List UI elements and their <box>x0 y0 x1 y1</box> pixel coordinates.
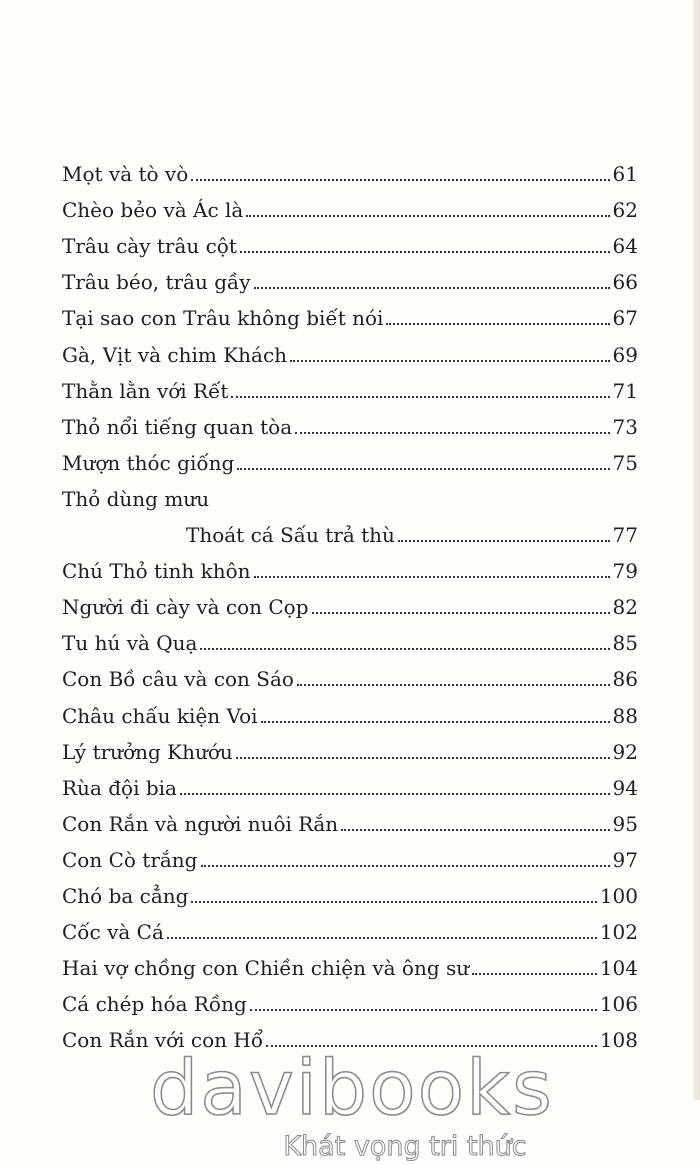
toc-entry-title: Con Bồ câu và con Sáo <box>62 667 294 692</box>
toc-entry-page: 85 <box>612 631 638 656</box>
toc-entry-title: Cốc và Cá <box>62 920 164 945</box>
toc-entry-title: Con Cò trắng <box>62 847 198 872</box>
toc-entry <box>62 908 638 944</box>
dot-leader <box>254 287 610 289</box>
toc-entry <box>62 294 638 330</box>
toc-entry <box>62 186 638 222</box>
watermark-brand: davibooks <box>150 1043 554 1132</box>
dot-leader <box>180 793 610 795</box>
toc-entry-title: Mọt và tò vò <box>62 162 189 187</box>
toc-entry-page: 71 <box>612 378 638 403</box>
toc-entry-title: Thỏ nổi tiếng quan tòa <box>62 414 293 439</box>
toc-entry-title: Trâu cày trâu cột <box>62 234 237 259</box>
toc-entry-page: 92 <box>612 739 638 764</box>
dot-leader <box>297 684 610 686</box>
watermark <box>0 1040 700 1165</box>
toc-entry-page: 73 <box>612 414 638 439</box>
toc-entry <box>62 367 638 403</box>
toc-entry-title: Chú Thỏ tinh khôn <box>62 559 251 584</box>
toc-entry <box>62 222 638 258</box>
toc-entry <box>62 150 638 186</box>
toc-entry <box>62 511 638 547</box>
toc-entry-title: Thỏ dùng mưu <box>62 486 210 511</box>
page-edge-shadow <box>693 0 700 1100</box>
toc-entry <box>62 583 638 619</box>
toc-entry-page: 79 <box>612 559 638 584</box>
toc-entry-page: 67 <box>612 306 638 331</box>
toc-entry-page: 86 <box>612 667 638 692</box>
toc-entry-page: 61 <box>612 162 638 187</box>
toc-entry-title: Chó ba cẳng <box>62 883 189 908</box>
dot-leader <box>472 973 597 975</box>
watermark-tagline: Khát vọng tri thức <box>283 1131 527 1162</box>
toc-entry-title: Mượn thóc giống <box>62 450 235 475</box>
toc-entry <box>62 728 638 764</box>
toc-entry-page: 104 <box>599 956 638 981</box>
dot-leader <box>250 1009 597 1011</box>
toc-entry-title: Chèo bẻo và Ác là <box>62 198 244 223</box>
toc-entry-page: 88 <box>612 703 638 728</box>
toc-entry <box>62 980 638 1016</box>
toc-entry <box>62 403 638 439</box>
dot-leader <box>167 937 597 939</box>
toc-entry <box>62 836 638 872</box>
toc-entry-title: Thằn lằn với Rết <box>62 378 229 403</box>
toc-entry-page: 94 <box>612 775 638 800</box>
toc-entry <box>62 439 638 475</box>
dot-leader <box>237 468 609 470</box>
toc-entry-title: Lý trưởng Khướu <box>62 739 233 764</box>
dot-leader <box>236 757 610 759</box>
toc-entry-page: 62 <box>612 198 638 223</box>
toc-entry <box>62 258 638 294</box>
toc-entry-page: 106 <box>599 992 638 1017</box>
dot-leader <box>398 540 610 542</box>
toc-entry-page: 77 <box>612 523 638 548</box>
dot-leader <box>386 323 609 325</box>
toc-entry-title: Tu hú và Quạ <box>62 631 198 656</box>
toc-entry-page: 69 <box>612 342 638 367</box>
toc-entry-title: Rùa đội bia <box>62 775 177 800</box>
toc-entry-page: 95 <box>612 811 638 836</box>
toc-entry-page: 100 <box>599 883 638 908</box>
dot-leader <box>341 829 609 831</box>
dot-leader <box>295 432 609 434</box>
toc-entry-title: Trâu béo, trâu gầy <box>62 270 251 295</box>
toc-entry-title: Châu chấu kiện Voi <box>62 703 258 728</box>
toc-entry-page: 97 <box>612 847 638 872</box>
dot-leader <box>201 865 610 867</box>
toc-entry-title: Gà, Vịt và chim Khách <box>62 342 288 367</box>
toc-entry-title: Thoát cá Sấu trả thù <box>186 523 395 548</box>
toc-entry-page: 108 <box>599 1028 638 1053</box>
toc-entry <box>62 800 638 836</box>
toc-entry-title: Tại sao con Trâu không biết nói <box>62 306 384 331</box>
toc-entry-page: 102 <box>599 920 638 945</box>
dot-leader <box>240 251 610 253</box>
dot-leader <box>191 179 609 181</box>
toc-entry-page: 66 <box>612 270 638 295</box>
toc-entry-title: Con Rắn và người nuôi Rắn <box>62 811 339 836</box>
toc-entry <box>62 475 638 511</box>
toc-entry <box>62 872 638 908</box>
dot-leader <box>191 901 596 903</box>
toc-entry <box>62 764 638 800</box>
toc-entry <box>62 619 638 655</box>
toc-entry-title: Cá chép hóa Rồng <box>62 992 247 1017</box>
dot-leader <box>200 648 609 650</box>
table-of-contents <box>62 150 638 1052</box>
toc-entry <box>62 655 638 691</box>
toc-entry-title: Con Rắn với con Hổ <box>62 1028 264 1053</box>
dot-leader <box>231 396 609 398</box>
toc-entry <box>62 944 638 980</box>
dot-leader <box>254 576 610 578</box>
toc-entry <box>62 691 638 727</box>
dot-leader <box>290 360 609 362</box>
toc-entry-page: 82 <box>612 595 638 620</box>
toc-entry-page: 75 <box>612 450 638 475</box>
toc-entry <box>62 330 638 366</box>
dot-leader <box>261 721 610 723</box>
toc-entry <box>62 547 638 583</box>
toc-entry-title: Người đi cày và con Cọp <box>62 595 309 620</box>
dot-leader <box>312 612 610 614</box>
toc-entry-title: Hai vợ chồng con Chiền chiện và ông sư <box>62 956 470 981</box>
toc-entry-page: 64 <box>612 234 638 259</box>
dot-leader <box>246 215 609 217</box>
